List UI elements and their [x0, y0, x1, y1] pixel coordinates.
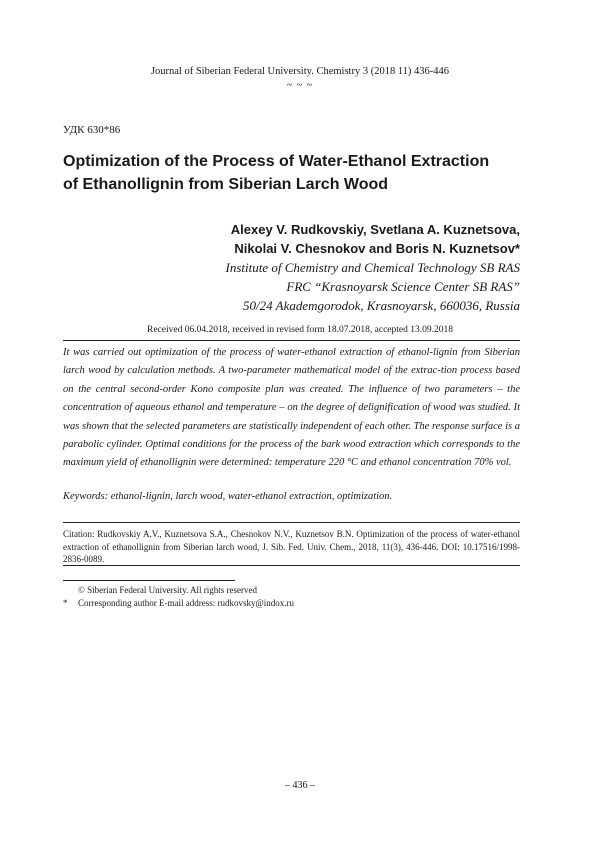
abstract-top-rule [63, 340, 520, 341]
citation-text: Citation: Rudkovskiy A.V., Kuznetsova S.A., Chesnokov N.V., Kuznetsov B.N. Optimization of the process of water-ethanol extraction of ethanollignin from Siberian larch wood, J. Sib. Fed. Univ. Chem., 2018, 11(3), 436-446. DOI: 10.17516/1998-2836-0089. [63, 529, 520, 564]
abstract-text: It was carried out optimization of the process of water-ethanol extraction of ethanol-lignin from Siberian larch wood by calculation methods. A two-parameter mathematical model of the extrac-tion process based on the central second-order Kono composite plan was created. The influence of two parameters – the concentration of aqueous ethanol and temperature – on the degree of delignification of wood was studied. It was shown that the selected parameters are statistically independent of each other. The response surface is a parabolic cylinder. Optimal conditions for the process of the bark wood extraction which corresponds to the maximum yield of ethanollignin were determined: temperature 220 °С and ethanol concentration 70% vol. [63, 347, 520, 469]
citation-top-rule [63, 522, 520, 523]
footnote-asterisk: * [63, 598, 68, 608]
authors-line-1: Alexey V. Rudkovskiy, Svetlana A. Kuznetsova, [230, 222, 520, 237]
affiliation-line-2: FRC “Krasnoyarsk Science Center SB RAS” [286, 279, 520, 294]
footnote-rule [63, 580, 235, 581]
footnote-corresponding-text: Corresponding author E-mail address: rudkovsky@indox.ru [78, 598, 295, 608]
citation-bottom-rule [63, 565, 520, 566]
footnote-copyright: © Siberian Federal University. All rights reserved [78, 585, 257, 595]
authors-line-2: Nikolai V. Chesnokov and Boris N. Kuznetsov* [234, 241, 520, 256]
footnote-corresponding [63, 598, 294, 608]
received-dates: Received 06.04.2018, received in revised form 18.07.2018, accepted 13.09.2018 [146, 325, 454, 335]
affiliation-line-1: Institute of Chemistry and Chemical Technology SB RAS [225, 260, 520, 275]
title-line-2: of Ethanollignin from Siberian Larch Wood [63, 176, 389, 193]
title-line-1: Optimization of the Process of Water-Ethanol Extraction [63, 153, 490, 170]
article-title [63, 150, 543, 196]
journal-header: Journal of Siberian Federal University. Chemistry 3 (2018 11) 436-446 [150, 66, 450, 77]
udk-code: УДК 630*86 [63, 124, 121, 136]
page-number: – 436 – [285, 780, 315, 791]
author-list [231, 220, 520, 258]
affiliation [225, 258, 520, 315]
keywords: Keywords: ethanol-lignin, larch wood, water-ethanol extraction, optimization. [63, 491, 393, 502]
affiliation-line-3: 50/24 Akademgorodok, Krasnoyarsk, 660036, Russia [243, 298, 520, 313]
header-ornament: ~ ~ ~ [286, 80, 314, 91]
